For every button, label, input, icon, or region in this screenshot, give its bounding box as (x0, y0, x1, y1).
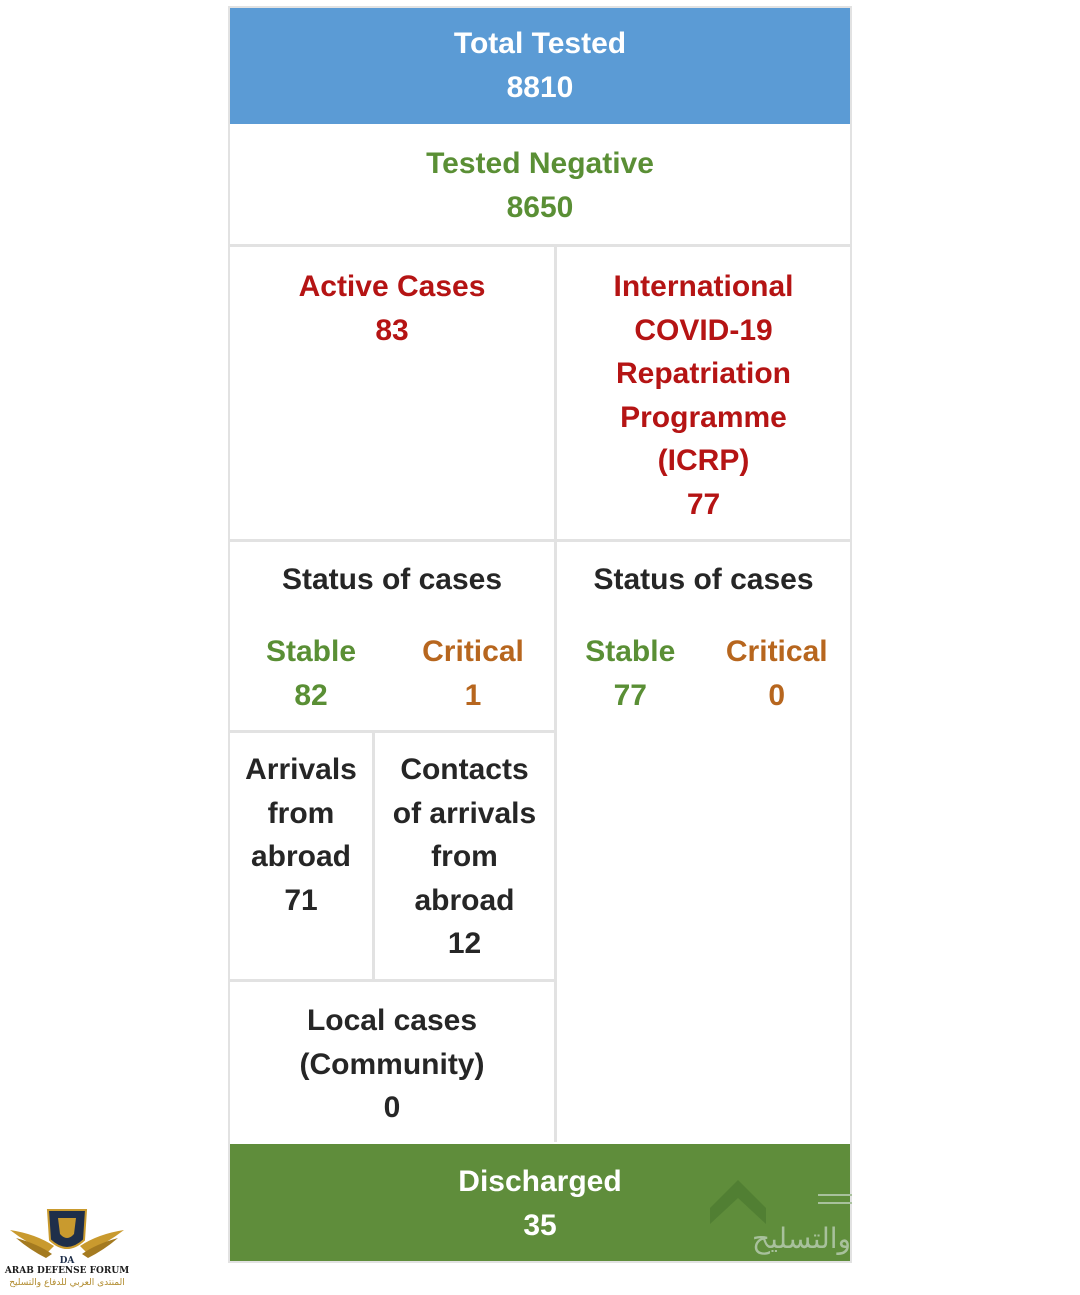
icrp-label-line-1: International (613, 270, 794, 303)
critical-value: 1 (464, 678, 482, 712)
icrp-label-line-4: Programme (620, 400, 787, 434)
local-label-line-1: Local cases (306, 1004, 478, 1037)
icrp-label-line-5: (ICRP) (657, 444, 750, 477)
divider (554, 244, 557, 1142)
watermark-line (818, 1202, 852, 1204)
status-active-panel (230, 542, 554, 730)
watermark-text: والتسليح (752, 1222, 852, 1255)
stable-value: 77 (613, 678, 647, 712)
covid-stats-board (228, 6, 852, 1263)
contacts-panel (375, 733, 554, 979)
contacts-label-line-2: of arrivals (392, 796, 537, 830)
total-tested-label: Total Tested (453, 27, 627, 60)
icrp-value: 77 (686, 487, 721, 521)
critical-label: Critical (422, 635, 524, 668)
logo-initials: DA (59, 1256, 75, 1266)
stable-value: 82 (294, 678, 328, 712)
tested-negative-panel (230, 124, 850, 244)
critical-value: 0 (768, 678, 786, 712)
divider (372, 730, 375, 979)
contacts-label-line-1: Contacts (400, 753, 529, 786)
logo-arabic-name: المنتدى العربي للدفاع والتسليح (9, 1278, 125, 1288)
total-tested-panel (230, 8, 850, 124)
status-active-critical (392, 630, 554, 717)
watermark-chevron-icon (710, 1180, 770, 1226)
arrivals-label-line-3: abroad (250, 840, 352, 873)
active-cases-label: Active Cases (298, 270, 486, 303)
icrp-panel (557, 247, 850, 539)
tested-negative-value: 8650 (506, 190, 574, 224)
local-label-line-2: (Community) (299, 1047, 485, 1081)
icrp-label-line-2: COVID-19 (634, 313, 773, 347)
local-value: 0 (383, 1091, 401, 1124)
arab-defense-forum-logo-icon (8, 1200, 126, 1266)
active-cases-panel (230, 247, 554, 539)
icrp-label-line-3: Repatriation (615, 357, 792, 390)
total-tested-value: 8810 (506, 70, 574, 104)
discharged-value: 35 (523, 1208, 557, 1242)
arrivals-label-line-2: from (267, 796, 335, 830)
logo-name: ARAB DEFENSE FORUM (4, 1266, 130, 1276)
arrivals-panel (230, 733, 372, 979)
critical-label: Critical (725, 635, 828, 668)
tested-negative-label: Tested Negative (426, 147, 654, 180)
status-active-stable (230, 630, 392, 717)
status-icrp-title: Status of cases (593, 563, 814, 596)
watermark-line (818, 1194, 852, 1196)
contacts-label-line-4: abroad (414, 883, 515, 917)
status-active-title: Status of cases (281, 563, 503, 596)
stable-label: Stable (585, 635, 676, 668)
status-icrp-panel (557, 542, 850, 730)
arrivals-value: 71 (284, 883, 318, 917)
status-icrp-critical (704, 630, 851, 717)
discharged-label: Discharged (458, 1165, 622, 1198)
status-icrp-stable (557, 630, 704, 717)
contacts-value: 12 (447, 927, 482, 960)
contacts-label-line-3: from (431, 840, 498, 873)
active-cases-value: 83 (375, 313, 409, 347)
arrivals-label-line-1: Arrivals (245, 753, 357, 786)
stable-label: Stable (265, 635, 357, 668)
local-cases-panel (230, 982, 554, 1142)
